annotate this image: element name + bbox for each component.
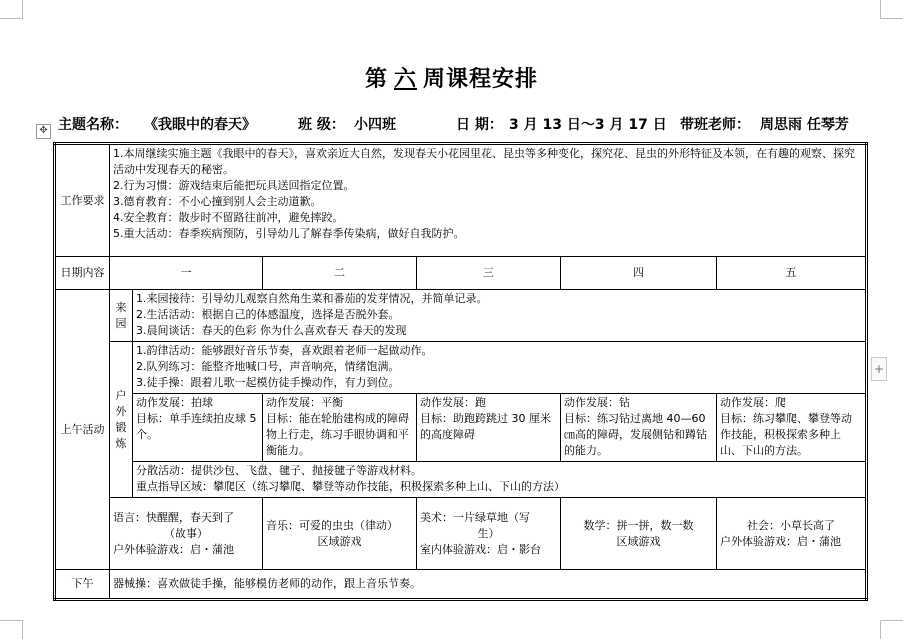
header-info-line bbox=[58, 114, 878, 134]
title-prefix: 第 bbox=[364, 66, 388, 92]
theme-label: 主题名称： bbox=[58, 117, 128, 133]
exercise-day-cell bbox=[417, 394, 561, 462]
page-corner-mark bbox=[880, 620, 903, 639]
dispersed-activity: 分散活动：提供沙包、飞盘、毽子、抛接毽子等游戏材料。 bbox=[136, 464, 422, 477]
dispersed-activity-content bbox=[133, 462, 867, 498]
lesson-cell bbox=[110, 498, 263, 570]
exercise-item: 2.队列练习：能整齐地喊口号，声音响亮，情绪饱满。 bbox=[136, 360, 400, 373]
exercise-days-row bbox=[55, 394, 867, 462]
arrival-item: 3.晨间谈话：春天的色彩 你为什么喜欢春天 春天的发现 bbox=[136, 324, 407, 337]
lesson-game: 户外体验游戏：启・蒲池 bbox=[113, 542, 234, 556]
exercise-day-cell bbox=[561, 394, 717, 462]
day-header: 一 bbox=[110, 257, 263, 290]
lesson-game: 区域游戏 bbox=[616, 534, 661, 548]
afternoon-label: 下午 bbox=[55, 570, 110, 600]
exercise-routine-row bbox=[55, 342, 867, 394]
teacher-value: 周思雨 任琴芳 bbox=[760, 117, 849, 133]
lesson-subject-sub: （故事） bbox=[164, 526, 208, 540]
work-item: 2.行为习惯：游戏结束后能把玩具送回指定位置。 bbox=[113, 179, 355, 192]
work-item: 3.德育教育：不小心撞到别人会主动道歉。 bbox=[113, 195, 322, 208]
schedule-table bbox=[53, 142, 868, 601]
date-content-label: 日期内容 bbox=[55, 257, 110, 290]
day-header: 三 bbox=[417, 257, 561, 290]
lesson-subject: 语言：快醒醒，春天到了 bbox=[113, 510, 234, 524]
lesson-game: 区域游戏 bbox=[317, 534, 362, 548]
lesson-cell bbox=[561, 498, 717, 570]
theme-value: 《我眼中的春天》 bbox=[144, 117, 256, 133]
page-corner-mark bbox=[0, 620, 23, 639]
title-suffix: 周课程安排 bbox=[423, 66, 539, 92]
lesson-cell bbox=[417, 498, 561, 570]
exercise-day-title: 动作发展：爬 bbox=[720, 396, 786, 409]
morning-activities-label: 上午活动 bbox=[55, 290, 110, 570]
exercise-day-goal: 目标：能在轮胎建构成的障碍物上行走，练习手眼协调和平衡能力。 bbox=[266, 412, 409, 457]
arrival-label: 来园 bbox=[110, 290, 133, 342]
lesson-cell bbox=[263, 498, 417, 570]
exercise-item: 3.徒手操：跟着儿歌一起模仿徒手操动作，有力到位。 bbox=[136, 376, 400, 389]
exercise-day-cell bbox=[717, 394, 867, 462]
lesson-subject-sub: 生） bbox=[477, 526, 500, 540]
day-header: 五 bbox=[717, 257, 867, 290]
work-requirements-content bbox=[110, 144, 867, 257]
class-value: 小四班 bbox=[354, 117, 396, 133]
arrival-content bbox=[133, 290, 867, 342]
date-value: 3 月 13 日～3 月 17 日 bbox=[509, 117, 667, 133]
teacher-label: 带班老师： bbox=[680, 117, 750, 133]
exercise-day-title: 动作发展：平衡 bbox=[266, 396, 343, 409]
date-label: 日 期： bbox=[456, 117, 503, 133]
focus-area: 重点指导区域：攀爬区（练习攀爬、攀登等动作技能，积极探索多种上山、下山的方法） bbox=[136, 480, 565, 493]
arrival-row bbox=[55, 290, 867, 342]
arrival-item: 2.生活活动：根据自己的体感温度，选择是否脱外套。 bbox=[136, 308, 400, 321]
lesson-cell bbox=[717, 498, 867, 570]
days-header-row bbox=[55, 257, 867, 290]
afternoon-content: 器械操：喜欢做徒手操，能够模仿老师的动作，跟上音乐节奏。 bbox=[110, 570, 867, 600]
page-title bbox=[0, 62, 903, 93]
afternoon-row bbox=[55, 570, 867, 600]
exercise-day-title: 动作发展：拍球 bbox=[136, 396, 213, 409]
title-week-number: 六 bbox=[393, 66, 417, 92]
exercise-day-goal: 目标：练习钻过离地 40—60 ㎝高的障碍，发展侧钻和蹲钻的能力。 bbox=[564, 412, 707, 457]
exercise-day-title: 动作发展：跑 bbox=[420, 396, 486, 409]
exercise-item: 1.韵律活动：能够跟好音乐节奏，喜欢跟着老师一起做动作。 bbox=[136, 344, 433, 357]
page-corner-mark bbox=[880, 0, 903, 19]
class-label: 班 级： bbox=[298, 117, 345, 133]
work-item: 1.本周继续实施主题《我眼中的春天》，喜欢亲近大自然，发现春天小花园里花、昆虫等多种变化，探究花、昆虫的外形特征及本领，在有趣的观察、探究活动中发现春天的秘密。 bbox=[113, 147, 855, 176]
day-header: 二 bbox=[263, 257, 417, 290]
lesson-subject: 音乐：可爱的虫虫（律动） bbox=[266, 518, 398, 532]
work-requirements-label: 工作要求 bbox=[55, 144, 110, 257]
work-item: 4.安全教育：散步时不留路往前冲，避免摔跤。 bbox=[113, 211, 344, 224]
outdoor-exercise-label: 户外锻炼 bbox=[110, 342, 133, 498]
day-header: 四 bbox=[561, 257, 717, 290]
page-corner-mark bbox=[0, 0, 23, 19]
add-column-plus-icon[interactable]: + bbox=[871, 357, 887, 381]
exercise-day-goal: 目标：单手连续拍皮球 5 个。 bbox=[136, 412, 257, 441]
work-requirements-row bbox=[55, 144, 867, 257]
arrival-item: 1.来园接待：引导幼儿观察自然角生菜和番茄的发芽情况，并简单记录。 bbox=[136, 292, 488, 305]
exercise-day-cell bbox=[263, 394, 417, 462]
lessons-row bbox=[55, 498, 867, 570]
exercise-day-goal: 目标：练习攀爬、攀登等动作技能，积极探索多种上山、下山的方法。 bbox=[720, 412, 852, 457]
work-item: 5.重大活动：春季疾病预防，引导幼儿了解春季传染病，做好自我防护。 bbox=[113, 227, 465, 240]
exercise-routine-content bbox=[133, 342, 867, 394]
exercise-day-cell bbox=[133, 394, 263, 462]
lesson-subject: 数学：拼一拼，数一数 bbox=[583, 518, 694, 532]
exercise-day-goal: 目标：助跑跨跳过 30 厘米的高度障碍 bbox=[420, 412, 551, 441]
exercise-day-title: 动作发展：钻 bbox=[564, 396, 630, 409]
exercise-dispersed-row bbox=[55, 462, 867, 498]
lesson-game: 户外体验游戏：启・蒲池 bbox=[720, 534, 841, 548]
lesson-subject: 社会：小草长高了 bbox=[747, 518, 836, 532]
lesson-subject: 美术：一片绿草地（写 bbox=[420, 510, 530, 524]
table-move-handle-icon[interactable]: ✥ bbox=[36, 124, 51, 139]
lesson-game: 室内体验游戏：启・影台 bbox=[420, 542, 541, 556]
